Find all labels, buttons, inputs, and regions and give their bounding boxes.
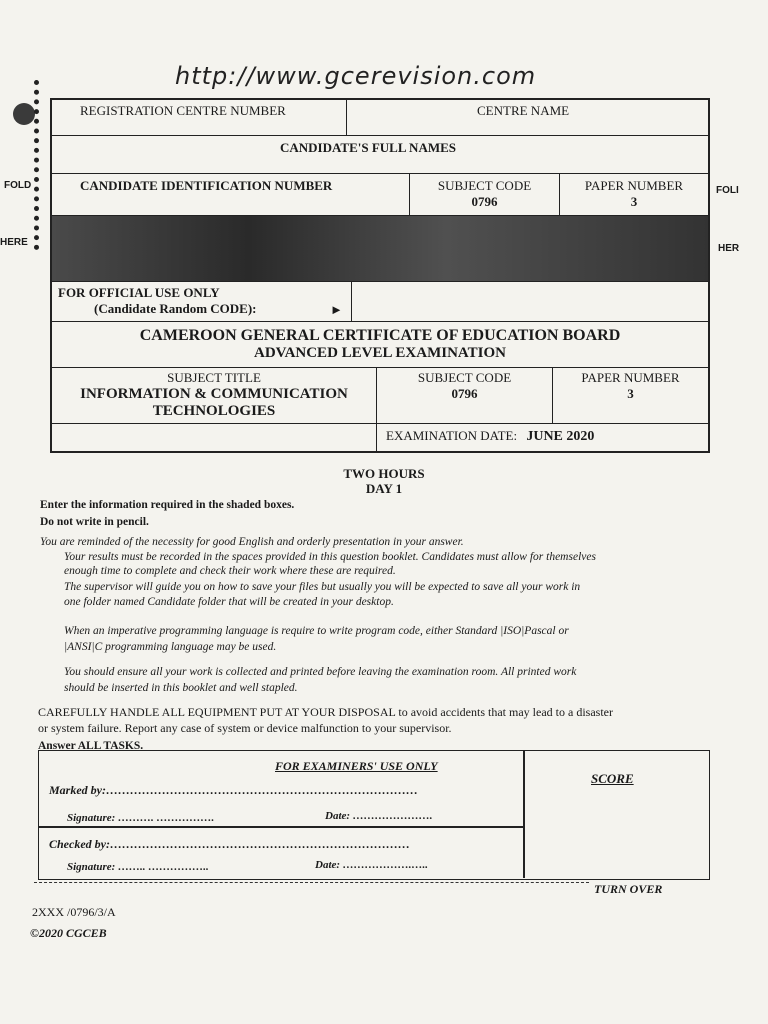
row-board-title [52, 322, 708, 368]
centre-name-label: CENTRE NAME [477, 103, 570, 118]
official-use-cell [52, 282, 352, 321]
board-paper-number-label: PAPER NUMBER [581, 370, 680, 385]
board-subject-code-value: 0796 [451, 386, 478, 401]
handwritten-url: http://www.gcerevision.com [175, 62, 537, 90]
date-field-1[interactable]: Date: …………………. [325, 810, 433, 822]
subject-title-cell [52, 368, 377, 423]
fold-label-left: FOLD [4, 180, 32, 191]
exam-level: ADVANCED LEVEL EXAMINATION [254, 345, 506, 361]
paper-number-cell [560, 174, 708, 215]
copyright: ©2020 CGCEB [30, 926, 107, 940]
board-subject-code-cell [377, 368, 553, 423]
perforation-line [34, 80, 45, 250]
row-subject [52, 368, 708, 424]
blank-date-cell [52, 424, 377, 451]
turn-over: TURN OVER [594, 882, 663, 896]
row-full-names[interactable] [52, 136, 708, 174]
score-label: SCORE [591, 771, 634, 786]
here-label-right: HER [718, 243, 740, 254]
row-exam-date [52, 424, 708, 451]
examiners-title: FOR EXAMINERS' USE ONLY [275, 759, 438, 773]
exam-date-value: JUNE 2020 [526, 429, 595, 444]
language-line1: When an imperative programming language is require to write program code, either Standard |ISO|Pascal or [64, 625, 569, 637]
duration: TWO HOURS [343, 466, 425, 481]
examiners-box [38, 750, 710, 880]
row-identification [52, 174, 708, 216]
row-registration [52, 100, 708, 136]
language-line2: |ANSI|C programming language may be used. [64, 641, 277, 653]
subject-code-cell [410, 174, 560, 215]
candidate-id-cell[interactable] [52, 174, 410, 215]
official-use-line2: (Candidate Random CODE): [94, 301, 257, 316]
centre-name-cell[interactable] [347, 100, 708, 135]
reminder-instruction: You are reminded of the necessity for good English and orderly presentation in your answer. [40, 536, 464, 548]
supervisor-line2: one folder named Candidate folder that will be created in your desktop. [64, 596, 394, 608]
subject-title-label: SUBJECT TITLE [167, 370, 261, 385]
equipment-line1: CAREFULLY HANDLE ALL EQUIPMENT PUT AT YOUR DISPOSAL to avoid accidents that may lead to a disaster [38, 705, 613, 719]
registration-centre-cell[interactable] [52, 100, 347, 135]
board-name: CAMEROON GENERAL CERTIFICATE OF EDUCATION BOARD [139, 327, 621, 344]
arrow-icon: ► [330, 302, 343, 317]
random-code-cell[interactable] [352, 282, 708, 321]
signature-field-2[interactable]: Signature: …….. …………….. [67, 861, 209, 873]
equipment-line2: or system failure. Report any case of system or device malfunction to your supervisor. [38, 721, 452, 735]
board-paper-number-cell [553, 368, 708, 423]
subject-code-value: 0796 [471, 194, 498, 209]
row-official-use [52, 282, 708, 322]
examiners-divider [39, 826, 523, 828]
board-paper-number-value: 3 [627, 386, 634, 401]
collect-line1: You should ensure all your work is collected and printed before leaving the examination room. All printed work [64, 666, 577, 678]
subject-title-line1: INFORMATION & COMMUNICATION [80, 386, 348, 402]
subject-title-line2: TECHNOLOGIES [152, 403, 276, 419]
paper-number-value: 3 [630, 194, 638, 209]
score-divider [523, 751, 525, 878]
checked-by-field[interactable]: Checked by:………………………………………………………………… [49, 837, 410, 851]
results-line1: Your results must be recorded in the spaces provided in this question booklet. Candidates must allow for themselves [64, 551, 596, 563]
cut-line [34, 882, 589, 883]
answer-all-instruction: Answer ALL TASKS. [38, 740, 144, 752]
supervisor-line1: The supervisor will guide you on how to save your files but usually you will be expected to save all your work in [64, 581, 581, 593]
header-form [50, 98, 710, 453]
shaded-redacted-box [52, 216, 708, 282]
exam-date-label: EXAMINATION DATE: [386, 428, 518, 443]
paper-number-label: PAPER NUMBER [584, 178, 684, 193]
official-use-line1: FOR OFFICIAL USE ONLY [58, 285, 220, 300]
no-pencil-instruction: Do not write in pencil. [40, 516, 149, 528]
fold-label-right: FOLI [716, 185, 739, 196]
here-label-left: HERE [0, 237, 28, 248]
registration-centre-label: REGISTRATION CENTRE NUMBER [80, 103, 286, 118]
signature-field-1[interactable]: Signature: ………. ……………. [67, 812, 215, 824]
day: DAY 1 [365, 481, 403, 496]
results-line2: enough time to complete and check their work where these are required. [64, 565, 396, 577]
candidate-id-label: CANDIDATE IDENTIFICATION NUMBER [80, 178, 333, 193]
full-names-label: CANDIDATE'S FULL NAMES [280, 140, 457, 155]
enter-info-instruction: Enter the information required in the shaded boxes. [40, 499, 295, 511]
marked-by-field[interactable]: Marked by:…………………………………………………………………… [49, 783, 418, 797]
paper-code: 2XXX /0796/3/A [32, 905, 116, 919]
subject-code-label: SUBJECT CODE [437, 178, 532, 193]
punch-hole [13, 103, 35, 125]
board-subject-code-label: SUBJECT CODE [417, 370, 512, 385]
collect-line2: should be inserted in this booklet and well stapled. [64, 682, 298, 694]
date-field-2[interactable]: Date: ……………….….. [315, 859, 429, 871]
